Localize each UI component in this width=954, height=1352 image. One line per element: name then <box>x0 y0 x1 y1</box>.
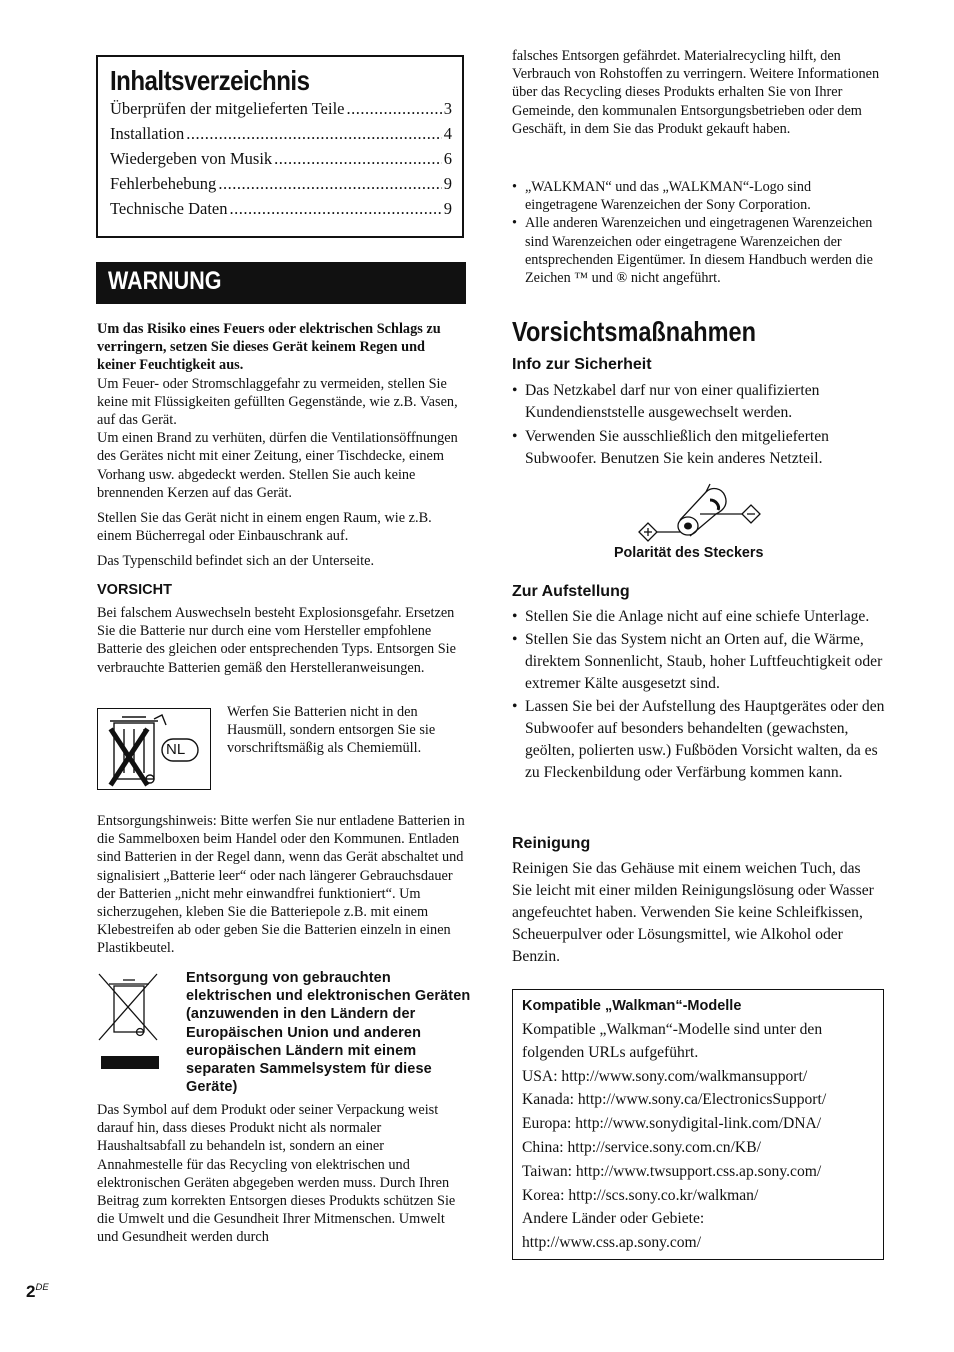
toc-item-page: 4 <box>443 124 452 143</box>
safety-item: • Verwenden Sie ausschließlich den mitgelieferten Subwoofer. Benutzen Sie kein anderes Netzteil. <box>512 426 884 470</box>
placement-list <box>512 606 887 784</box>
page-number-value: 2 <box>26 1282 36 1301</box>
warning-intro: Um das Risiko eines Feuers oder elektrischen Schlags zu verringern, setzen Sie dieses Gerät keinem Regen und keiner Feuchtigkeit aus. <box>97 321 441 374</box>
caution-text: Bei falschem Auswechseln besteht Explosionsgefahr. Ersetzen Sie die Batterie nur durch eine vom Hersteller empfohlene Batterie des gleichen oder entsprechenden Typs. Entsorgen Sie verbrauchte Batterien gemäß den Herstelleranweisungen. <box>97 605 456 676</box>
trademark-item: • Alle anderen Warenzeichen und eingetragenen Warenzeichen sind Warenzeichen oder eingetragene Warenzeichen der entsprechenden Eigentümer. In diesem Handbuch werden die Zeichen ™ und ® nicht angeführt. <box>512 214 884 287</box>
cleaning-heading: Reinigung <box>512 835 591 852</box>
warning-paragraph: Um Feuer- oder Stromschlaggefahr zu vermeiden, stellen Sie keine mit Flüssigkeiten gefüllten Gegenstände, wie z.B. Vasen, auf das Gerät. <box>97 375 458 429</box>
precautions-title: Vorsichtsmaßnahmen <box>512 316 756 347</box>
walkman-link[interactable]: Kanada: http://www.sony.ca/ElectronicsSupport/ <box>522 1091 827 1109</box>
walkman-link[interactable]: Korea: http://scs.sony.co.kr/walkman/ <box>522 1186 759 1204</box>
plug-polarity-caption: Polarität des Steckers <box>614 545 764 561</box>
weee-continued <box>512 47 884 138</box>
walkman-link[interactable]: http://www.css.ap.sony.com/ <box>522 1234 702 1252</box>
walkman-compat-box <box>512 989 884 1260</box>
warning-section <box>97 320 467 571</box>
cleaning-text: Reinigen Sie das Gehäuse mit einem weichen Tuch, das Sie leicht mit einer milden Reinigungslösung oder Wasser angefeuchtet haben. Verwenden Sie keine Schleifkissen, Scheuerpulver oder Lösungsmittel, wie Alkohol oder Benzin. <box>512 860 874 965</box>
walkman-link[interactable]: China: http://service.sony.com.cn/KB/ <box>522 1138 761 1156</box>
walkman-box-intro: Kompatible „Walkman“-Modelle sind unter den folgenden URLs aufgeführt. <box>522 1021 823 1062</box>
cleaning-block <box>512 858 884 968</box>
weee-continued-text: falsches Entsorgen gefährdet. Materialrecycling hilft, den Verbrauch von Rohstoffen zu verringern. Weitere Informationen über das Recycling dieses Produkts erhalten Sie von Ihrer Gemeinde, den kommunalen Entsorgungsbetrieben oder dem Geschäft, in dem Sie das Produkt gekauft haben. <box>512 48 880 137</box>
toc-item-page: 6 <box>443 149 452 168</box>
safety-heading: Info zur Sicherheit <box>512 356 652 373</box>
toc-item-label: Fehlerbehebung <box>110 174 217 193</box>
page-number <box>26 1282 49 1302</box>
walkman-other-label: Andere Länder oder Gebiete: <box>522 1210 705 1228</box>
toc-item-label: Überprüfen der mitgelieferten Teile <box>110 99 345 118</box>
placement-item: • Stellen Sie die Anlage nicht auf eine schiefe Unterlage. <box>512 606 887 628</box>
walkman-box-heading: Kompatible „Walkman“-Modelle <box>522 998 742 1014</box>
crossed-bin-icon <box>98 709 210 789</box>
plug-polarity-icon <box>630 480 770 544</box>
battery-text-block <box>227 703 467 758</box>
toc-item[interactable] <box>110 173 452 195</box>
safety-list <box>512 380 884 470</box>
cleaning-heading-block <box>512 833 590 855</box>
walkman-link[interactable]: Taiwan: http://www.twsupport.css.ap.sony.com/ <box>522 1162 822 1180</box>
walkman-link[interactable]: USA: http://www.sony.com/walkmansupport/ <box>522 1067 808 1085</box>
trademark-notes <box>512 178 884 287</box>
safety-heading-block <box>512 354 652 376</box>
walkman-link[interactable]: Europa: http://www.sonydigital-link.com/DNA/ <box>522 1115 822 1133</box>
warning-title: WARNUNG <box>108 267 222 295</box>
battery-text: Werfen Sie Batterien nicht in den Hausmüll, sondern entsorgen Sie sie vorschriftsmäßig als Chemiemüll. <box>227 704 436 757</box>
weee-heading-block <box>186 969 471 1096</box>
plug-polarity-diagram <box>630 480 770 544</box>
toc-item-page: 3 <box>443 99 452 118</box>
toc-item[interactable] <box>110 148 452 170</box>
toc-title: Inhaltsverzeichnis <box>110 65 310 96</box>
placement-heading: Zur Aufstellung <box>512 583 630 600</box>
toc-item[interactable] <box>110 123 452 145</box>
caution-heading: VORSICHT <box>97 582 172 598</box>
battery-disposal-icon <box>97 708 211 790</box>
toc-item-page: 9 <box>443 199 452 218</box>
warning-paragraph: Stellen Sie das Gerät nicht in einem engen Raum, wie z.B. einem Bücherregal oder Einbauschrank auf. <box>97 510 432 545</box>
disposal-note-text: Entsorgungshinweis: Bitte werfen Sie nur entladene Batterien in die Sammelboxen beim Handel oder den Kommunen. Entladen sind Batterien in der Regel dann, wenn das Gerät abschaltet und signalisiert „Batterie leer“ oder nach längerer Gebrauchsdauer der Batterien „nicht mehr einwandfrei funktioniert“. Um sicherzugehen, kleben Sie die Batteriepole z.B. mit einem Klebestreifen ab oder geben Sie die Batterien einzeln in einen Plastikbeutel. <box>97 813 465 957</box>
warning-paragraph: Das Typenschild befindet sich an der Unterseite. <box>97 553 375 570</box>
caution-section <box>97 580 467 677</box>
table-of-contents <box>96 55 464 238</box>
placement-item: • Lassen Sie bei der Aufstellung des Hauptgerätes oder den Subwoofer auf besonders behandelten (gewachsten, geölten, polierten usw.) Fußböden Vorsicht walten, da es zu Fleckenbildung oder Verfärbung kommen kann. <box>512 696 887 784</box>
toc-item[interactable] <box>110 198 452 220</box>
toc-item-page: 9 <box>443 174 452 193</box>
placement-heading-block <box>512 581 630 603</box>
warning-paragraph: Um einen Brand zu verhüten, dürfen die Ventilationsöffnungen des Gerätes nicht mit einer Zeitung, einer Tischdecke, einem Vorhang usw. abgedeckt werden. Stellen Sie auch keine brennenden Kerzen auf das Gerät. <box>97 430 458 501</box>
warning-banner <box>96 262 466 304</box>
safety-item: • Das Netzkabel darf nur von einer qualifizierten Kundendienststelle ausgewechselt werden. <box>512 380 884 424</box>
toc-item-label: Technische Daten <box>110 199 228 218</box>
toc-item[interactable] <box>110 98 452 120</box>
battery-disposal-note <box>97 812 467 958</box>
weee-text: Das Symbol auf dem Produkt oder seiner Verpackung weist darauf hin, dass dieses Produkt nicht als normaler Haushaltsabfall zu behandeln ist, sondern an einer Annahmestelle für das Recycling von elektrischen und elektronischen Geräten abgegeben werden muss. Durch Ihren Beitrag zum korrekten Entsorgen dieses Produkts schützen Sie die Umwelt und die Gesundheit Ihrer Mitmenschen. Umwelt und Gesundheit werden durch <box>97 1102 456 1246</box>
toc-item-label: Wiedergeben von Musik <box>110 149 273 168</box>
weee-icon <box>97 972 159 1072</box>
placement-item: • Stellen Sie das System nicht an Orten auf, die Wärme, direktem Sonnenlicht, Staub, hoher Luftfeuchtigkeit oder extremer Kälte ausgesetzt sind. <box>512 629 887 695</box>
trademark-item: • „WALKMAN“ und das „WALKMAN“-Logo sind eingetragene Warenzeichen der Sony Corporation. <box>512 178 884 214</box>
page-lang: DE <box>35 1282 49 1293</box>
precautions-title-block <box>512 316 802 348</box>
weee-text-block <box>97 1101 467 1247</box>
crossed-wheelie-bin-icon <box>97 972 159 1072</box>
toc-item-label: Installation <box>110 124 185 143</box>
battery-region-label: NL <box>166 741 186 758</box>
weee-heading: Entsorgung von gebrauchten elektrischen und elektronischen Geräten (anzuwenden in den Ländern der Europäischen Union und anderen europäischen Ländern mit einem separaten Sammelsystem für diese Geräte) <box>186 970 471 1096</box>
